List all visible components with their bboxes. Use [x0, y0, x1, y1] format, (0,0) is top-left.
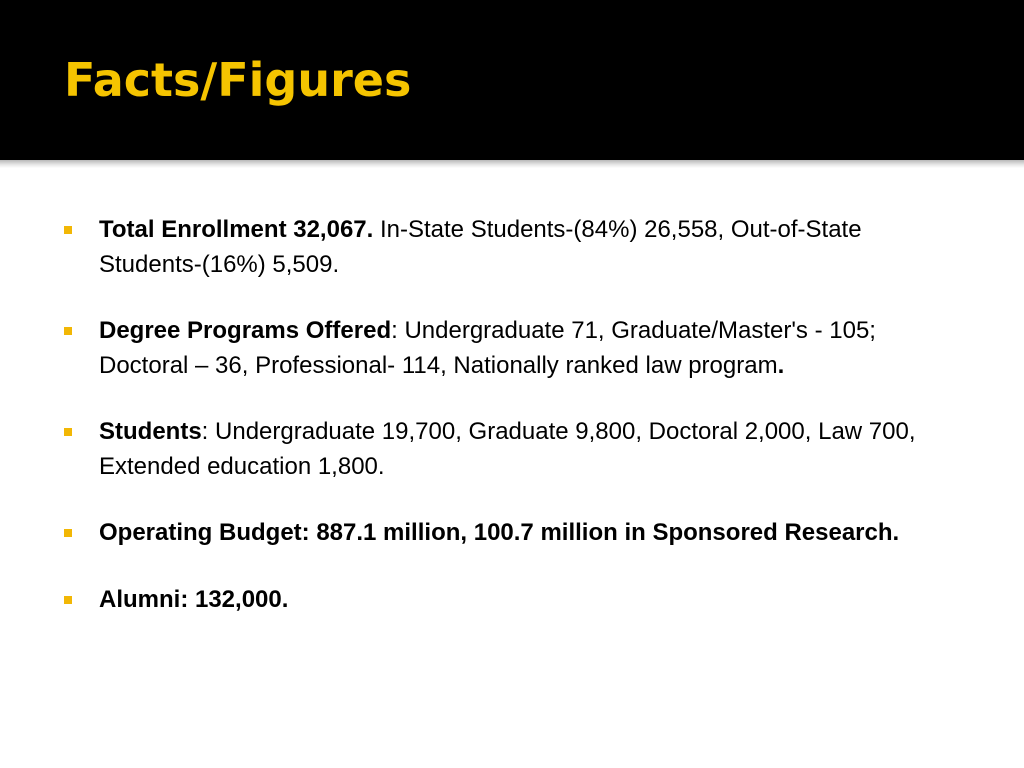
bullet-operating-budget [64, 516, 964, 551]
bullet-alumni [64, 583, 964, 618]
bullet-text: In-State Students-(84%) 26,558, Out-of-State Students-(16%) 5,509. [99, 216, 862, 278]
square-bullet-icon [64, 226, 72, 234]
bullet-total-enrollment [64, 213, 964, 282]
bullet-heading: Degree Programs Offered [99, 317, 392, 344]
bullet-trailing-period: . [777, 351, 785, 379]
bullet-heading: Students [99, 418, 202, 445]
bullet-students [64, 415, 964, 484]
slide-title: Facts/Figures [64, 53, 412, 107]
header-divider [0, 160, 1024, 168]
bullet-text: : Undergraduate 71, Graduate/Master's - 105; Doctoral – 36, Professional- 114, Nationally ranked law program [99, 317, 876, 379]
bullet-heading: Operating Budget: 887.1 million, 100.7 million in Sponsored Research. [99, 519, 900, 546]
bullet-text: : Undergraduate 19,700, Graduate 9,800, Doctoral 2,000, Law 700, Extended education 1,800. [99, 418, 916, 480]
square-bullet-icon [64, 596, 72, 604]
square-bullet-icon [64, 428, 72, 436]
bullet-heading: Alumni: 132,000. [99, 585, 289, 613]
square-bullet-icon [64, 529, 72, 537]
bullet-heading: Total Enrollment 32,067. [99, 216, 374, 243]
slide-header [0, 0, 1024, 160]
bullet-degree-programs [64, 314, 964, 383]
bullet-list [64, 213, 964, 617]
square-bullet-icon [64, 327, 72, 335]
